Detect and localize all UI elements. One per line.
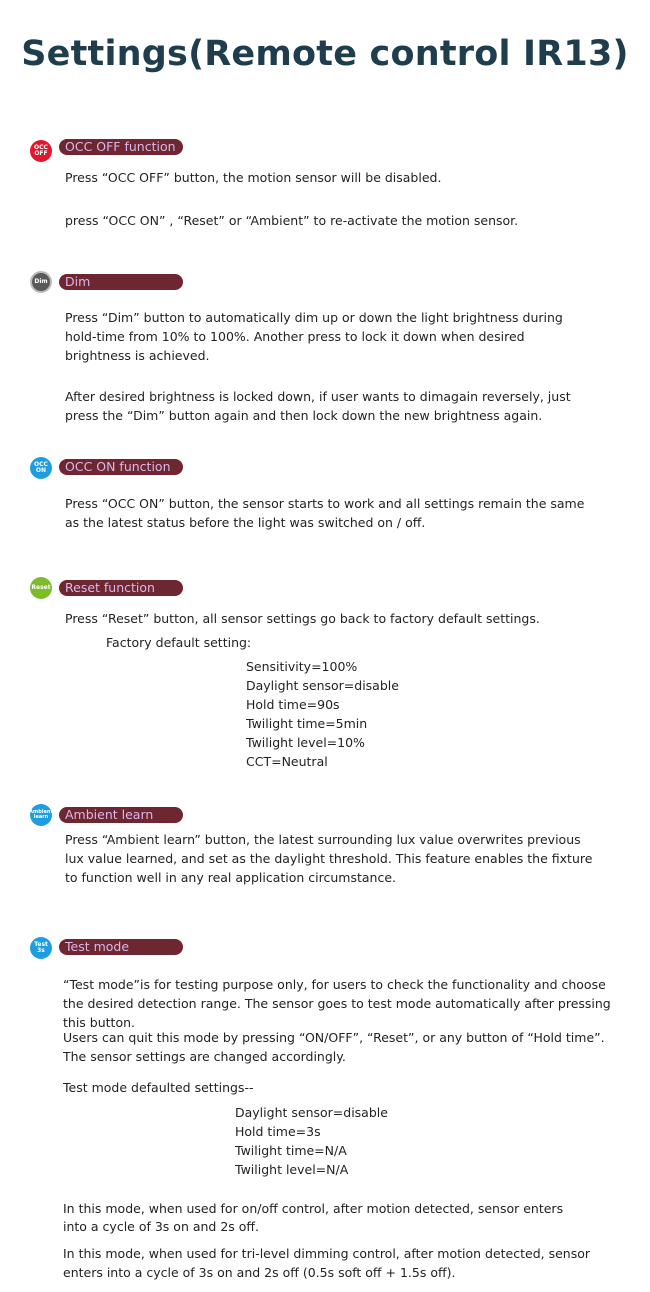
paragraph-line: Test mode defaulted settings--: [63, 1080, 254, 1095]
dim-icon: Dim: [30, 271, 52, 293]
paragraph-line: into a cycle of 3s on and 2s off.: [63, 1219, 259, 1234]
paragraph-line: Press “Dim” button to automatically dim up or down the light brightness during: [65, 310, 563, 325]
paragraph-line: enters into a cycle of 3s on and 2s off (0.5s soft off + 1.5s off).: [63, 1265, 456, 1280]
default-setting-item: Twilight time=N/A: [235, 1143, 347, 1158]
paragraph-line: Press “Ambient learn” button, the latest surrounding lux value overwrites previous: [65, 832, 581, 847]
paragraph-line: “Test mode”is for testing purpose only, for users to check the functionality and choose: [63, 977, 606, 992]
occ-on-icon: OCC ON: [30, 457, 52, 479]
paragraph-line: to function well in any real application circumstance.: [65, 870, 397, 885]
default-setting-item: Sensitivity=100%: [246, 659, 358, 674]
default-setting-item: Daylight sensor=disable: [235, 1105, 388, 1120]
occ-off-icon: OCC OFF: [30, 140, 52, 162]
paragraph-line: lux value learned, and set as the daylight threshold. This feature enables the fixture: [65, 851, 593, 866]
test-3s-icon: Test 3s: [30, 937, 52, 959]
section-heading-ambient-learn: Ambient learn: [59, 807, 183, 823]
page-title: Settings(Remote control IR13): [21, 34, 629, 74]
paragraph-line: hold-time from 10% to 100%. Another press to lock it down when desired: [65, 329, 525, 344]
default-setting-item: Twilight level=10%: [246, 735, 365, 750]
paragraph-line: In this mode, when used for on/off control, after motion detected, sensor enters: [63, 1201, 564, 1216]
paragraph-line: press “OCC ON” , “Reset” or “Ambient” to re-activate the motion sensor.: [65, 213, 519, 228]
section-heading-occ-off: OCC OFF function: [59, 139, 183, 155]
default-setting-item: Hold time=3s: [235, 1124, 321, 1139]
paragraph-line: as the latest status before the light was switched on / off.: [65, 515, 426, 530]
section-heading-occ-on: OCC ON function: [59, 459, 183, 475]
section-heading-reset: Reset function: [59, 580, 183, 596]
section-heading-dim: Dim: [59, 274, 183, 290]
default-setting-item: Twilight time=5min: [246, 716, 368, 731]
paragraph-line: The sensor settings are changed accordingly.: [63, 1049, 346, 1064]
paragraph-line: Press “OCC OFF” button, the motion sensor will be disabled.: [65, 170, 442, 185]
paragraph-line: Press “Reset” button, all sensor settings go back to factory default settings.: [65, 611, 540, 626]
ambient-learn-icon: Ambient learn: [30, 804, 52, 826]
paragraph-line: press the “Dim” button again and then lock down the new brightness again.: [65, 408, 543, 423]
default-setting-item: Daylight sensor=disable: [246, 678, 399, 693]
default-setting-item: CCT=Neutral: [246, 754, 328, 769]
reset-icon: Reset: [30, 577, 52, 599]
paragraph-line: this button.: [63, 1015, 135, 1030]
default-setting-item: Twilight level=N/A: [235, 1162, 349, 1177]
paragraph-line: Factory default setting:: [106, 635, 252, 650]
default-setting-item: Hold time=90s: [246, 697, 340, 712]
paragraph-line: brightness is achieved.: [65, 348, 210, 363]
paragraph-line: After desired brightness is locked down, if user wants to dimagain reversely, just: [65, 389, 571, 404]
paragraph-line: In this mode, when used for tri-level dimming control, after motion detected, sensor: [63, 1246, 591, 1261]
section-heading-test-mode: Test mode: [59, 939, 183, 955]
paragraph-line: Press “OCC ON” button, the sensor starts to work and all settings remain the same: [65, 496, 585, 511]
paragraph-line: Users can quit this mode by pressing “ON/OFF”, “Reset”, or any button of “Hold time”.: [63, 1030, 605, 1045]
paragraph-line: the desired detection range. The sensor goes to test mode automatically after pressing: [63, 996, 611, 1011]
